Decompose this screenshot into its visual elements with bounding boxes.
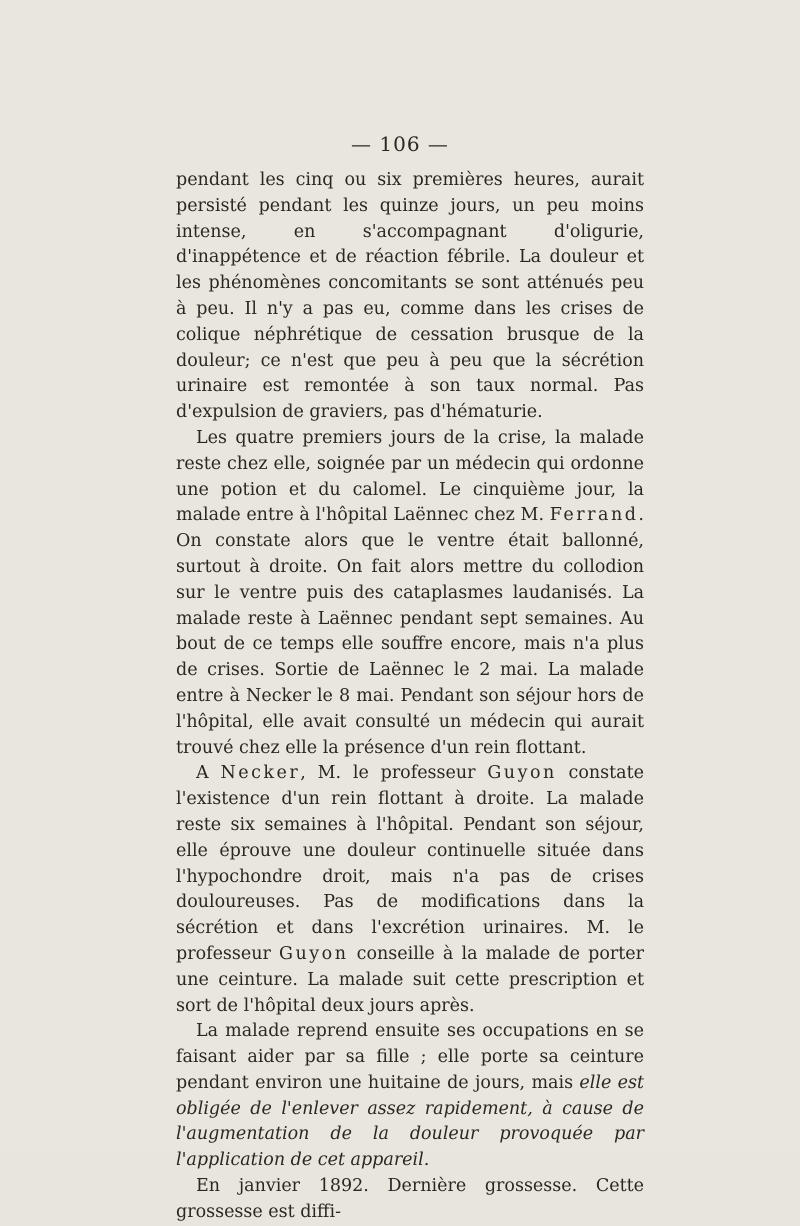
text-run: constate l'existence d'un rein flottant à droite. La malade reste six semaines à l'hôpital. Pendant son séjour, elle éprouve une douleur continuelle située dans l'hypochondre droit, mais n'a pas de crises douloureuses. Pas de modifications dans la sécrétion et dans l'excrétion urinaires. M. le professeur — [176, 763, 645, 964]
spaced-name: Guyon — [487, 763, 557, 784]
paragraph — [176, 1174, 644, 1226]
text-run: , M. le professeur — [300, 763, 488, 784]
spaced-name: Necker — [220, 763, 301, 784]
spaced-name: Ferrand — [549, 505, 639, 526]
text-run: conseille à la malade de porter une ceinture. La malade suit cette prescription et sort de l'hôpital deux jours après. — [176, 943, 644, 1016]
text-run: La malade reprend ensuite ses occupations en se faisant aider par sa fille ; elle porte sa ceinture pendant environ une huitaine de jours, mais — [176, 1021, 644, 1093]
paragraph — [176, 168, 644, 426]
text-run: En janvier 1892. Dernière grossesse. Cette grossesse est diffi- — [176, 1176, 644, 1222]
paragraph — [176, 426, 644, 761]
page-number: — 106 — — [351, 132, 449, 156]
body-text — [176, 168, 644, 1226]
spaced-name: Guyon — [279, 943, 349, 964]
text-run: . On constate alors que le ventre était ballonné, surtout à droite. On fait alors mettre du collodion sur le ventre puis des cataplasmes laudanisés. La malade reste à Laënnec pendant sept semaines. Au bout de ce temps elle souffre encore, mais n'a plus de crises. Sortie de Laënnec le 2 mai. La malade entre à Necker le 8 mai. Pendant son séjour hors de l'hôpital, elle avait consulté un médecin qui aurait trouvé chez elle la présence d'un rein flottant. — [176, 505, 644, 758]
paragraph — [176, 761, 644, 1019]
text-run: Les quatre premiers jours de la crise, la malade reste chez elle, soignée par un médecin qui ordonne une potion et du calomel. Le cinquième jour, la malade entre à l'hôpital Laënnec chez M. — [176, 427, 644, 526]
italic-text: elle est obligée de l'enlever assez rapidement, à cause de l'augmentation de la douleur provoquée par l'application de cet appareil. — [176, 1072, 644, 1171]
text-run: pendant les cinq ou six premières heures, aurait persisté pendant les quinze jours, un peu moins intense, en s'accompagnant d'oligurie, d'inappétence et de réaction fébrile. La douleur et les phénomènes concomitants se sont atténués peu à peu. Il n'y a pas eu, comme dans les crises de colique néphrétique de cessation brusque de la douleur; ce n'est que peu à peu que la sécrétion urinaire est remontée à son taux normal. Pas d'expulsion de graviers, pas d'hématurie. — [176, 170, 644, 423]
text-run: A — [196, 763, 221, 784]
